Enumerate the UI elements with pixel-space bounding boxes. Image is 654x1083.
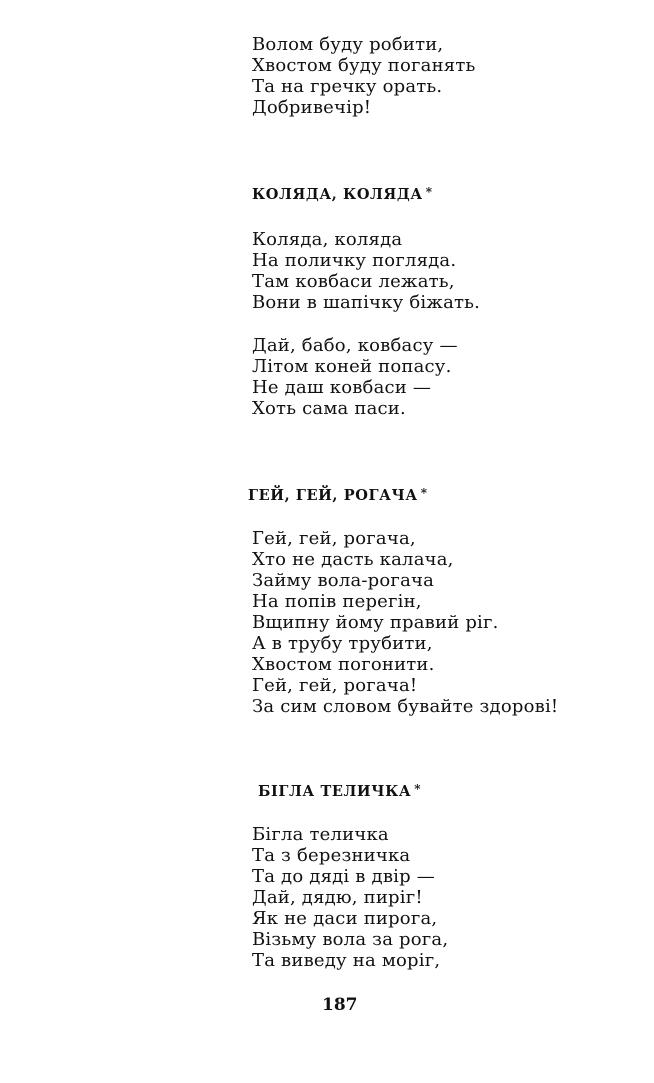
poem-line: Хоть сама паси.	[252, 398, 406, 419]
poem-line: Літом коней попасу.	[252, 356, 452, 377]
page-number: 187	[322, 995, 358, 1015]
footnote-marker: *	[425, 185, 433, 199]
poem-line: Хвостом буду поганять	[252, 55, 476, 76]
poem-line: На попів перегін,	[252, 591, 422, 612]
poem-line: Займу вола-рогача	[252, 570, 435, 591]
poem-line: Волом буду робити,	[252, 34, 444, 55]
poem-line: Як не даси пирога,	[252, 908, 438, 929]
poem-line: За сим словом бувайте здорові!	[252, 696, 559, 717]
poem-line: Хвостом погонити.	[252, 654, 435, 675]
poem-line: Та до дяді в двір —	[252, 866, 435, 887]
poem-title	[248, 484, 428, 505]
poem-line: А в трубу трубити,	[252, 633, 433, 654]
poem-line: Гей, гей, рогача!	[252, 675, 418, 696]
poem-line: Візьму вола за рога,	[252, 929, 449, 950]
poem-title	[252, 183, 433, 204]
poem-line: Дай, дядю, пиріг!	[252, 887, 423, 908]
poem-line: Та на гречку орать.	[252, 76, 443, 97]
poem-line: Хто не дасть калача,	[252, 549, 454, 570]
poem-line: Коляда, коляда	[252, 229, 403, 250]
poem-title-text: КОЛЯДА, КОЛЯДА	[252, 186, 423, 203]
poem-line: Вщипну йому правий ріг.	[252, 612, 499, 633]
poem-line: Гей, гей, рогача,	[252, 528, 416, 549]
poem-title-text: БІГЛА ТЕЛИЧКА	[258, 783, 412, 800]
poem-title-text: ГЕЙ, ГЕЙ, РОГАЧА	[248, 487, 418, 504]
poem-line: Дай, бабо, ковбасу —	[252, 335, 458, 356]
poem-line: Добривечір!	[252, 97, 372, 118]
poem-title	[258, 780, 421, 801]
poem-line: Не даш ковбаси —	[252, 377, 432, 398]
poem-line: Та виведу на моріг,	[252, 950, 441, 971]
footnote-marker: *	[414, 782, 422, 796]
poem-line: Там ковбаси лежать,	[252, 271, 455, 292]
poem-line: Та з березничка	[252, 845, 411, 866]
poem-line: На поличку погляда.	[252, 250, 457, 271]
footnote-marker: *	[420, 486, 428, 500]
poem-line: Вони в шапічку біжать.	[252, 292, 481, 313]
poem-line: Бігла теличка	[252, 824, 389, 845]
